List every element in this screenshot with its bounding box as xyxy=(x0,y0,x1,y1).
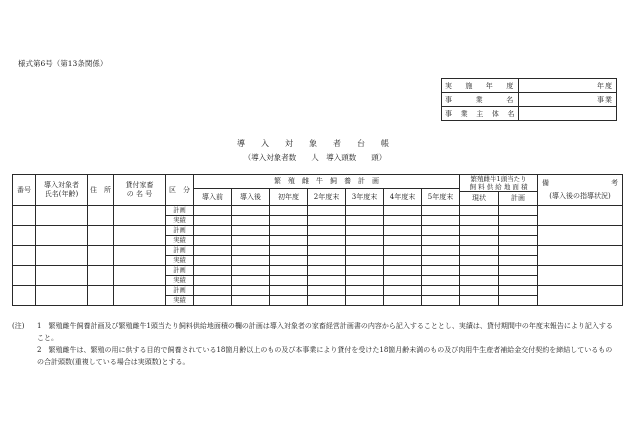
table-cell xyxy=(194,276,232,286)
row-label-plan: 計画 xyxy=(166,286,194,296)
table-cell xyxy=(460,216,499,226)
table-cell xyxy=(538,286,623,306)
row-label-actual: 実績 xyxy=(166,256,194,266)
table-cell xyxy=(308,256,346,266)
header-name xyxy=(36,175,88,206)
notes-prefix: (注) xyxy=(12,322,25,330)
table-cell xyxy=(346,226,384,236)
header-area-line1: 繁殖雌牛1頭当たり xyxy=(470,175,527,183)
header-remarks xyxy=(538,175,623,206)
table-cell xyxy=(538,246,623,266)
table-cell xyxy=(499,256,538,266)
table-cell xyxy=(232,246,270,256)
table-cell xyxy=(270,216,308,226)
info-label: 実 施 年 度 xyxy=(442,79,519,93)
table-cell xyxy=(270,296,308,306)
table-cell xyxy=(346,286,384,296)
table-cell xyxy=(460,226,499,236)
table-cell xyxy=(346,216,384,226)
row-label-plan: 計画 xyxy=(166,226,194,236)
header-plan-col: 初年度 xyxy=(270,189,308,206)
table-cell xyxy=(384,266,422,276)
table-row xyxy=(13,286,623,296)
table-cell xyxy=(499,286,538,296)
table-cell xyxy=(384,226,422,236)
table-cell xyxy=(270,236,308,246)
table-cell xyxy=(346,206,384,216)
table-cell xyxy=(270,226,308,236)
table-cell xyxy=(384,256,422,266)
table-cell xyxy=(384,216,422,226)
table-cell xyxy=(346,256,384,266)
table-cell xyxy=(538,226,623,246)
table-cell xyxy=(346,276,384,286)
table-cell xyxy=(194,246,232,256)
table-cell xyxy=(270,276,308,286)
table-cell xyxy=(270,206,308,216)
header-plan-col: 導入後 xyxy=(232,189,270,206)
table-cell xyxy=(308,276,346,286)
table-cell xyxy=(88,246,114,266)
table-cell xyxy=(114,206,166,226)
table-cell xyxy=(499,296,538,306)
info-label: 事 業 主 体 名 xyxy=(442,107,519,121)
header-plan-col: 3年度末 xyxy=(346,189,384,206)
table-cell xyxy=(194,266,232,276)
table-cell xyxy=(232,276,270,286)
note-item-1: 1 繁殖雌牛飼養計画及び繁殖雌牛1頭当たり飼料供給地面積の欄の計画は導入対象者の家畜経営計画書の内容から記入することとし、実績は、貸付期間中の年度末報告により記入すること。 xyxy=(37,322,613,342)
header-category: 区 分 xyxy=(166,175,194,206)
table-cell xyxy=(270,286,308,296)
table-cell xyxy=(270,246,308,256)
table-cell xyxy=(499,206,538,216)
header-livestock-line2: の 名 号 xyxy=(126,190,153,199)
table-row xyxy=(13,226,623,236)
table-cell xyxy=(538,266,623,286)
table-cell xyxy=(232,216,270,226)
table-cell xyxy=(36,246,88,266)
table-cell xyxy=(36,226,88,246)
table-cell xyxy=(194,296,232,306)
table-cell xyxy=(499,276,538,286)
row-label-actual: 実績 xyxy=(166,276,194,286)
header-plan-col: 導入前 xyxy=(194,189,232,206)
table-row xyxy=(13,266,623,276)
header-plan-group: 繁 殖 雌 牛 飼 養 計 画 xyxy=(194,175,460,189)
table-cell xyxy=(422,296,460,306)
info-value-project: 事業 xyxy=(518,93,616,107)
table-cell xyxy=(308,266,346,276)
table-cell xyxy=(114,266,166,286)
ledger-title: 導 入 対 象 者 台 帳 xyxy=(237,139,393,148)
table-cell xyxy=(308,216,346,226)
table-cell xyxy=(460,256,499,266)
table-cell xyxy=(114,226,166,246)
note-item-2: 2 繁殖雌牛は、繁殖の用に供する目的で飼養されている18箇月齢以上のもの及び本事業により貸付を受けた18箇月齢未満のもの及び肉用牛生産者補給金交付契約を締結しているものの合計頭数(重複している場合は実頭数)とする。 xyxy=(37,346,613,366)
header-livestock-line1: 貸付家畜 xyxy=(125,181,154,190)
table-cell xyxy=(384,286,422,296)
table-cell xyxy=(194,236,232,246)
table-cell xyxy=(499,266,538,276)
table-cell xyxy=(422,216,460,226)
table-cell xyxy=(232,206,270,216)
table-cell xyxy=(460,206,499,216)
info-label: 事 業 名 xyxy=(442,93,519,107)
table-cell xyxy=(422,286,460,296)
table-cell xyxy=(384,206,422,216)
header-remarks-char2: 考 xyxy=(611,179,619,187)
table-cell xyxy=(88,226,114,246)
header-plan-col: 5年度末 xyxy=(422,189,460,206)
table-cell xyxy=(308,286,346,296)
row-label-plan: 計画 xyxy=(166,266,194,276)
table-cell xyxy=(232,286,270,296)
ledger-subtitle: （導入対象者数 人 導入頭数 頭） xyxy=(243,153,387,162)
table-cell xyxy=(232,236,270,246)
row-label-plan: 計画 xyxy=(166,246,194,256)
table-cell xyxy=(346,236,384,246)
table-cell xyxy=(88,206,114,226)
table-cell xyxy=(194,256,232,266)
header-address: 住 所 xyxy=(88,175,114,206)
table-cell xyxy=(422,256,460,266)
table-row xyxy=(13,206,623,216)
table-cell xyxy=(346,266,384,276)
table-cell xyxy=(194,216,232,226)
table-cell xyxy=(194,226,232,236)
header-name-line1: 導入対象者 xyxy=(44,181,79,190)
table-cell xyxy=(384,296,422,306)
table-cell xyxy=(308,296,346,306)
table-cell xyxy=(499,246,538,256)
row-label-actual: 実績 xyxy=(166,216,194,226)
header-plan-col: 4年度末 xyxy=(384,189,422,206)
info-row xyxy=(442,107,617,121)
table-cell xyxy=(422,236,460,246)
table-cell xyxy=(232,226,270,236)
table-cell xyxy=(384,276,422,286)
header-row-1 xyxy=(13,175,623,189)
header-remarks-char1: 備 xyxy=(542,179,550,187)
header-no: 番号 xyxy=(13,175,36,206)
table-cell xyxy=(308,206,346,216)
table-cell xyxy=(346,296,384,306)
header-area-group xyxy=(460,175,538,192)
header-name-line2: 氏名(年齢) xyxy=(44,190,79,199)
table-cell xyxy=(422,276,460,286)
info-value-entity xyxy=(518,107,616,121)
table-cell xyxy=(422,206,460,216)
header-area-plan: 計画 xyxy=(499,192,538,206)
table-cell xyxy=(36,266,88,286)
table-row xyxy=(13,246,623,256)
table-cell xyxy=(88,286,114,306)
info-table xyxy=(441,78,617,121)
table-cell xyxy=(114,246,166,266)
header-area-line2: 飼 料 供 給 地 面 積 xyxy=(469,183,528,192)
table-cell xyxy=(538,206,623,226)
table-cell xyxy=(422,266,460,276)
table-cell xyxy=(384,246,422,256)
table-cell xyxy=(13,206,36,226)
table-cell xyxy=(13,226,36,246)
table-cell xyxy=(346,246,384,256)
table-cell xyxy=(88,266,114,286)
table-cell xyxy=(422,226,460,236)
table-cell xyxy=(460,246,499,256)
table-cell xyxy=(270,256,308,266)
table-cell xyxy=(384,236,422,246)
table-cell xyxy=(13,266,36,286)
table-cell xyxy=(460,276,499,286)
table-cell xyxy=(232,266,270,276)
table-cell xyxy=(13,286,36,306)
table-cell xyxy=(308,246,346,256)
row-label-actual: 実績 xyxy=(166,296,194,306)
table-cell xyxy=(270,266,308,276)
row-label-actual: 実績 xyxy=(166,236,194,246)
row-label-plan: 計画 xyxy=(166,206,194,216)
table-cell xyxy=(460,266,499,276)
table-cell xyxy=(194,286,232,296)
ledger-table xyxy=(12,174,623,306)
table-cell xyxy=(36,206,88,226)
header-plan-col: 2年度末 xyxy=(308,189,346,206)
form-number: 様式第6号（第13条関係） xyxy=(18,59,108,68)
header-area-current: 現状 xyxy=(460,192,499,206)
info-row xyxy=(442,93,617,107)
table-cell xyxy=(460,286,499,296)
info-value-fiscal-year: 年度 xyxy=(518,79,616,93)
table-cell xyxy=(232,256,270,266)
table-cell xyxy=(499,226,538,236)
table-cell xyxy=(499,216,538,226)
table-cell xyxy=(499,236,538,246)
table-cell xyxy=(194,206,232,216)
table-cell xyxy=(460,296,499,306)
header-livestock xyxy=(114,175,166,206)
table-cell xyxy=(460,236,499,246)
table-cell xyxy=(308,226,346,236)
table-cell xyxy=(114,286,166,306)
info-row xyxy=(442,79,617,93)
table-cell xyxy=(232,296,270,306)
table-cell xyxy=(13,246,36,266)
table-cell xyxy=(36,286,88,306)
table-cell xyxy=(422,246,460,256)
table-cell xyxy=(308,236,346,246)
header-remarks-sub: (導入後の指導状況) xyxy=(549,192,611,200)
